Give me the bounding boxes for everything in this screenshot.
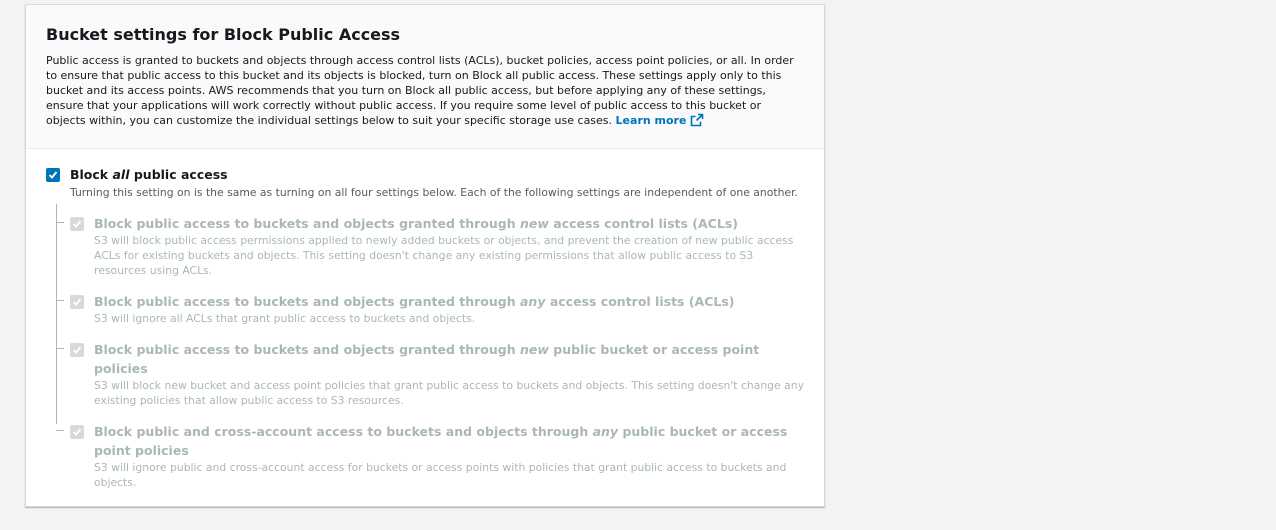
- panel-description-text: Public access is granted to buckets and objects through access control lists (ACLs), bucket policies, access point policies, or all. In order to ensure that public access to this bucket and its objects is blocked, turn on Block all public access. These settings apply only to this bucket and its access points. AWS recommends that you turn on Block all public access, but before applying any of these settings, ensure that your applications will work correctly without public access. If you require some level of public access to this bucket or objects within, you can customize the individual settings below to suit your specific storage use cases.: [46, 54, 794, 127]
- label-emphasis: new: [520, 342, 549, 357]
- individual-settings-list: [46, 214, 804, 490]
- learn-more-link[interactable]: [616, 114, 705, 127]
- panel-title: Bucket settings for Block Public Access: [46, 25, 401, 44]
- setting-new-policies-label: [94, 340, 804, 378]
- setting-any-acls-checkbox[interactable]: [70, 295, 84, 309]
- setting-any-acls-description: S3 will ignore all ACLs that grant public access to buckets and objects.: [94, 312, 476, 325]
- setting-new-policies-description: S3 will block new bucket and access point policies that grant public access to buckets and objects. This setting doesn't change any existing policies that allow public access to S3 resources.: [94, 379, 804, 407]
- panel-description: [46, 53, 804, 128]
- setting-any-policies-checkbox[interactable]: [70, 425, 84, 439]
- tree-tick: [56, 300, 64, 301]
- setting-any-policies-description: S3 will ignore public and cross-account access for buckets or access points with policies that grant public access to buckets and objects.: [94, 461, 787, 489]
- label-part: Block: [70, 167, 113, 182]
- label-part: Block public access to buckets and objects granted through: [94, 294, 520, 309]
- label-part: public bucket or access point policies: [94, 424, 788, 458]
- setting-text: [94, 214, 804, 278]
- setting-any-policies[interactable]: [46, 422, 804, 490]
- setting-any-policies-label: [94, 422, 804, 460]
- setting-text: [94, 292, 804, 326]
- label-emphasis: any: [592, 424, 619, 439]
- setting-new-policies[interactable]: [46, 340, 804, 408]
- label-part: public access: [129, 167, 228, 182]
- label-part: Block public access to buckets and objects granted through: [94, 342, 520, 357]
- panel-header: [26, 5, 824, 149]
- setting-new-acls[interactable]: [46, 214, 804, 278]
- external-link-icon: [690, 113, 704, 127]
- label-part: access control lists (ACLs): [548, 216, 738, 231]
- block-all-public-access-checkbox[interactable]: [46, 168, 60, 182]
- setting-new-policies-checkbox[interactable]: [70, 343, 84, 357]
- setting-any-acls[interactable]: [46, 292, 804, 326]
- checkmark-icon: [48, 170, 58, 180]
- block-all-public-access-label: [70, 167, 798, 183]
- tree-tick: [56, 430, 64, 431]
- learn-more-label: Learn more: [615, 114, 687, 127]
- label-part: public bucket or access point policies: [94, 342, 760, 376]
- setting-new-acls-description: S3 will block public access permissions applied to newly added buckets or objects, and prevent the creation of new public access ACLs for existing buckets and objects. This setting doesn't change any existing permissions that allow public access to S3 resources using ACLs.: [94, 234, 794, 277]
- setting-text: [94, 422, 804, 490]
- checkmark-icon: [72, 297, 82, 307]
- setting-new-acls-checkbox[interactable]: [70, 217, 84, 231]
- setting-any-acls-label: [94, 292, 804, 311]
- block-all-public-access-description: Turning this setting on is the same as turning on all four settings below. Each of the following settings are independent of one another.: [70, 186, 798, 199]
- checkmark-icon: [72, 427, 82, 437]
- setting-new-acls-label: [94, 214, 804, 233]
- label-part: access control lists (ACLs): [545, 294, 735, 309]
- tree-tick: [56, 222, 64, 223]
- label-emphasis: any: [520, 294, 546, 309]
- label-part: Block public and cross-account access to buckets and objects through: [94, 424, 593, 439]
- block-all-public-access-text: [70, 167, 798, 200]
- label-emphasis: all: [112, 167, 130, 182]
- label-emphasis: new: [520, 216, 549, 231]
- checkmark-icon: [72, 219, 82, 229]
- tree-tick: [56, 348, 64, 349]
- checkmark-icon: [72, 345, 82, 355]
- panel-body: [26, 149, 824, 490]
- block-all-public-access-option[interactable]: [46, 167, 804, 200]
- setting-text: [94, 340, 804, 408]
- label-part: Block public access to buckets and objects granted through: [94, 216, 520, 231]
- block-public-access-panel: [25, 4, 825, 507]
